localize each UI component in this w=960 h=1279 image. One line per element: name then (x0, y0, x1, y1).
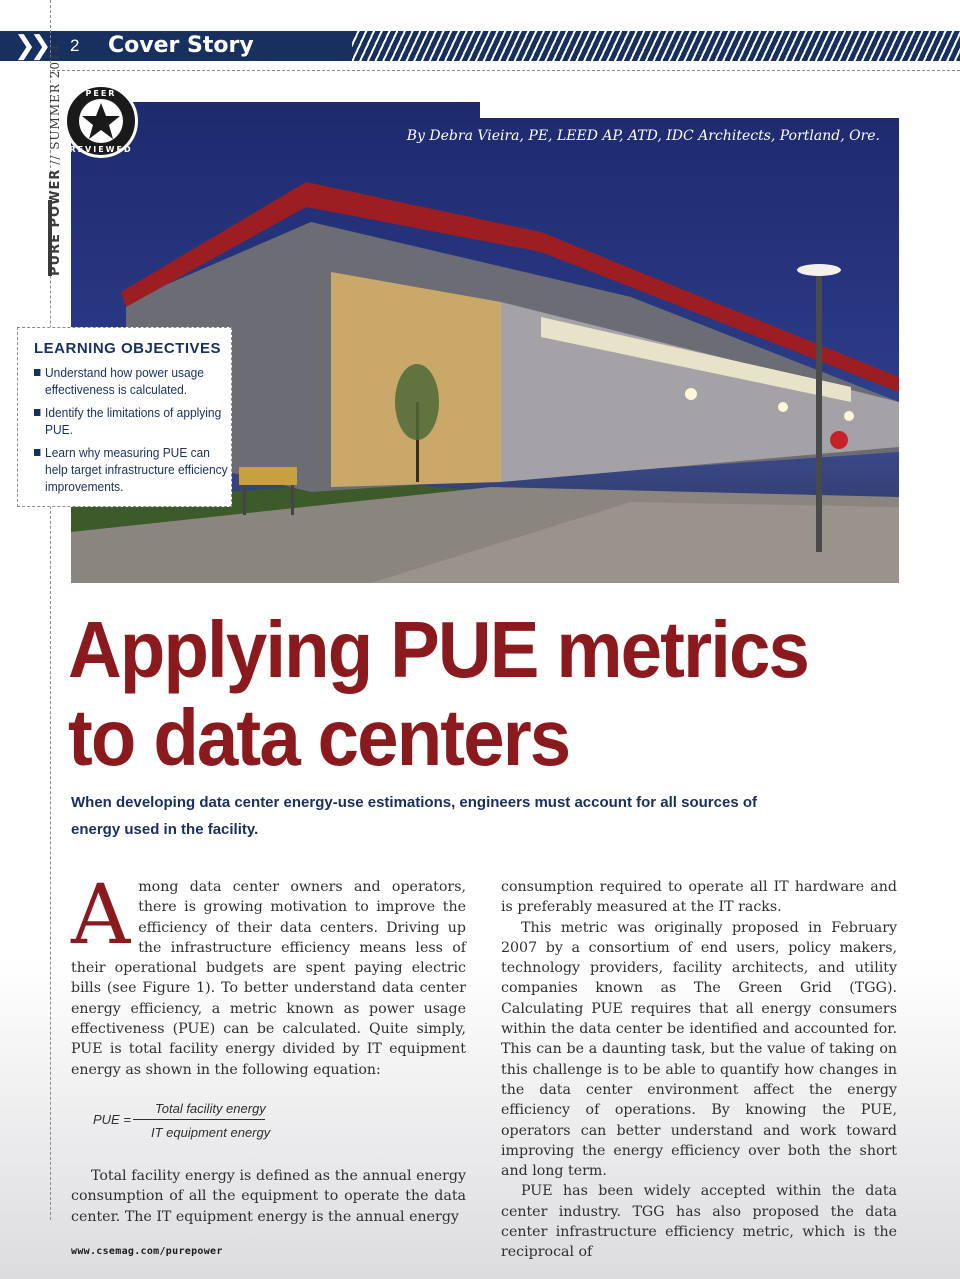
issue-label: // SUMMER 2014 (48, 43, 62, 165)
objective-item: Understand how power usage effectiveness is calculated. (34, 364, 234, 398)
footer-url: www.csemag.com/purepower (71, 1246, 223, 1257)
equation-denominator: IT equipment energy (151, 1124, 271, 1140)
objectives-title: LEARNING OBJECTIVES (34, 340, 222, 357)
objectives-list (34, 364, 228, 501)
equation-numerator: Total facility energy (155, 1100, 266, 1116)
page-number: 2 (70, 36, 80, 55)
objective-item: Identify the limitations of applying PUE. (34, 404, 234, 438)
body-paragraph: consumption required to operate all IT hardware and is preferably measured at the IT racks. (501, 879, 897, 916)
double-chevron-icon: ❯❯ (14, 31, 46, 61)
body-paragraph: PUE has been widely accepted within the data center industry. TGG has also proposed the data center infrastructure efficiency metric, which is the reciprocal of (501, 1183, 897, 1261)
body-paragraph: mong data center owners and operators, there is growing motivation to improve the efficiency of their data centers. Driving up the infrastructure efficiency means less of their operational budgets are spent paying electric bills (see Figure 1). To better understand data center energy efficiency, a metric known as power usage effectiveness (PUE) can be calculated. Quite simply, PUE is total facility energy divided by IT equipment energy as shown in the following equation: (71, 879, 466, 1078)
badge-bottom-text: REVIEWED (69, 145, 133, 154)
section-header (0, 31, 960, 61)
publication-side-label (44, 44, 63, 276)
article-headline: Applying PUE metrics to data centers (68, 605, 809, 782)
star-icon (79, 99, 123, 143)
pue-equation (71, 1084, 466, 1162)
badge-top-text: PEER (85, 89, 117, 98)
body-paragraph: This metric was originally proposed in February 2007 by a consortium of end users, policy makers, technology providers, facility architects, and utility companies known as The Green Grid (TGG). Calculating PUE requires that all energy consumers within the data center be identified and accounted for. This can be a daunting task, but the value of taking on this challenge is to be able to quantify how changes in the data center environment affect the energy efficiency of operations. By knowing the PUE, operators can better understand and work toward improving the energy efficiency over both the short and long term. (501, 919, 897, 1180)
publication-name: PURE POWER (48, 168, 63, 276)
equation-lhs: PUE = (93, 1111, 131, 1127)
peer-reviewed-badge (64, 84, 138, 158)
article-dek: When developing data center energy-use estimations, engineers must account for all sources of energy used in the facility. (71, 794, 758, 838)
body-paragraph: Total facility energy is defined as the annual energy consumption of all the equipment to operate the data center. The IT equipment energy is the annual energy (71, 1167, 466, 1225)
learning-objectives-box (17, 327, 232, 507)
byline: By Debra Vieira, PE, LEED AP, ATD, IDC Architects, Portland, Ore. (406, 128, 880, 144)
drop-cap: A (71, 868, 131, 963)
objective-item: Learn why measuring PUE can help target infrastructure efficiency improvements. (34, 444, 234, 495)
top-dashed-rule (52, 70, 960, 71)
section-title: Cover Story (108, 33, 254, 58)
header-stripes (352, 31, 960, 61)
fraction-line (133, 1119, 265, 1120)
byline-bar (480, 102, 899, 118)
body-column-left (71, 868, 466, 1227)
body-column-right (501, 877, 897, 1263)
